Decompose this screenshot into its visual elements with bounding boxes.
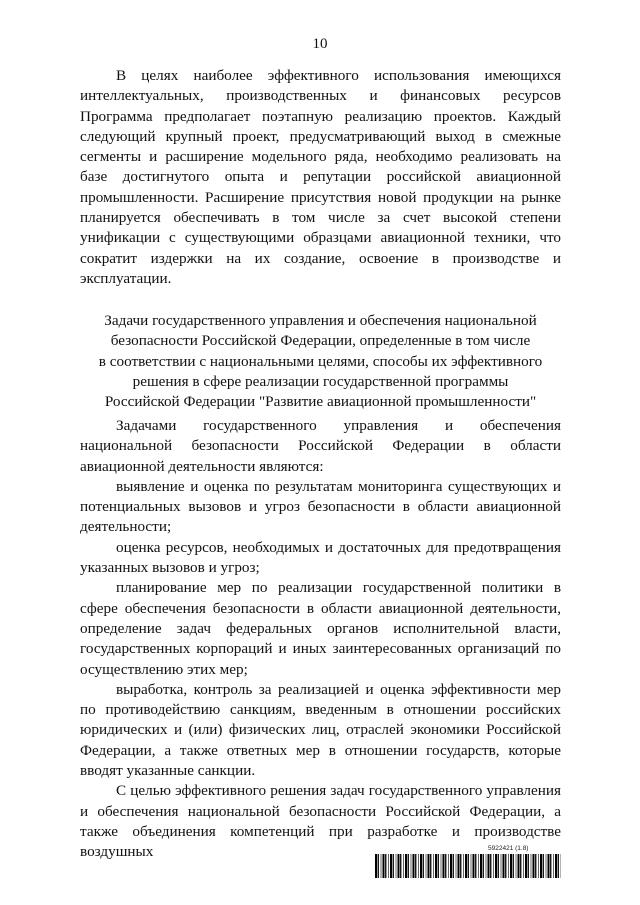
list-item: планирование мер по реализации государственной политики в сфере обеспечения безопасности в области авиационной деятельности, определение задач федеральных органов исполнительной власти, государственных корпораций и иных заинтересованных организаций по осуществлению этих мер; — [80, 579, 561, 678]
heading-line: в соответствии с национальными целями, способы их эффективного — [98, 352, 543, 370]
heading-line: безопасности Российской Федерации, определенные в том числе — [110, 332, 531, 350]
heading-line: Российской Федерации "Развитие авиационной промышленности" — [104, 393, 537, 411]
barcode — [375, 854, 561, 878]
section-heading — [80, 311, 561, 412]
paragraph: Задачами государственного управления и обеспечения национальной безопасности Российской Федерации в области авиационной деятельности являются: — [80, 417, 561, 475]
paragraph: С целью эффективного решения задач государственного управления и обеспечения национальной безопасности Российской Федерации, а также объединения компетенций при разработке и производстве воздушных — [80, 782, 561, 861]
page-number: 10 — [312, 36, 328, 52]
list-item: выработка, контроль за реализацией и оценка эффективности мер по противодействию санкциям, введенным в отношении российских юридических и (или) физических лиц, отраслей экономики Российской Федерации, а также ответных мер в отношении государств, которые вводят указанные санкции. — [80, 680, 561, 780]
intro-paragraph-block — [80, 66, 561, 289]
list-item: оценка ресурсов, необходимых и достаточных для предотвращения указанных вызовов и угроз; — [80, 538, 561, 577]
paragraph: В целях наиболее эффективного использования имеющихся интеллектуальных, производственных и финансовых ресурсов Программа предполагает поэтапную реализацию проектов. Каждый следующий крупный проект, предусматривающий выход в смежные сегменты и расширение модельного ряда, необходимо реализовать на базе достигнутого опыта и репутации российской авиационной промышленности. Расширение присутствия новой продукции на рынке планируется обеспечивать в том числе за счет высокой степени унификации с существующими образцами авиационной техники, что сократит издержки на их создание, освоение в производстве и эксплуатации. — [80, 67, 561, 287]
body-text-block — [80, 416, 561, 863]
list-item: выявление и оценка по результатам мониторинга существующих и потенциальных вызовов и угроз безопасности в области авиационной деятельности; — [80, 477, 561, 536]
heading-line: решения в сфере реализации государственной программы — [132, 372, 509, 390]
heading-line: Задачи государственного управления и обеспечения национальной — [104, 312, 537, 329]
document-code: 5922421 (1.8) — [488, 845, 529, 852]
